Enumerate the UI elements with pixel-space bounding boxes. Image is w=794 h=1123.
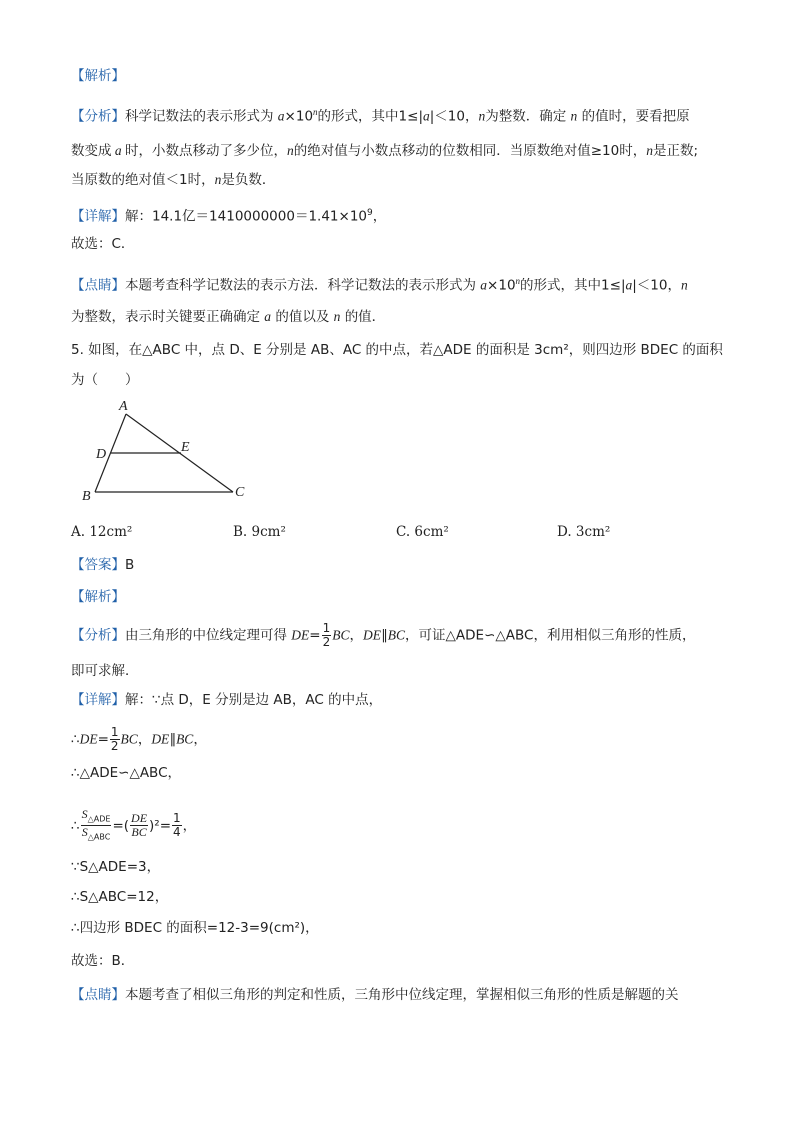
q4-detail: 【详解】解：14.1亿$=1410000000=1.41\times 10^9$，: [71, 208, 387, 225]
q5-detail-line2: ∴DE= $\frac{1}{2}$ BC，DE∥BC，: [71, 725, 207, 753]
q4-remark-line2: 为整数，表示时关键要正确确定 a 的值以及 n 的值．: [71, 309, 386, 325]
q5-detail-line1: 【详解】解：∵点 D，E 分别是边 AB，AC 的中点，: [71, 692, 383, 708]
q4-remark-line1: 【点睛】本题考查科学记数法的表示方法．科学记数法的表示形式为 $a\times 10^n$的形式，其中1≤|a|＜10，n: [71, 276, 688, 294]
q4-analysis-line2: 数变成 a 时，小数点移动了多少位，n的绝对值与小数点移动的位数相同．当原数绝对值≥10时，n是正数;: [71, 143, 699, 159]
q5-stem-line1: 5. 如图，在△ABC 中，点 D、E 分别是 AB、AC 的中点，若△ADE 的面积是 3cm²，则四边形 BDEC 的面积: [71, 342, 723, 358]
section-header-jiexi: 【解析】: [71, 68, 125, 84]
q5-answer: 【答案】B: [71, 557, 135, 573]
q4-choice: 故选：C．: [71, 236, 135, 252]
q5-detail-line5: ∵S△ADE=3，: [71, 859, 161, 875]
q5-stem-line2: 为（ ）: [71, 372, 139, 388]
label-a: A: [119, 399, 128, 414]
option-a[interactable]: A. 12cm²: [71, 524, 133, 540]
q5-remark: 【点睛】本题考查了相似三角形的判定和性质，三角形中位线定理，掌握相似三角形的性质是解题的关: [71, 987, 679, 1003]
triangle-figure: [75, 392, 255, 507]
q5-choice: 故选：B．: [71, 953, 135, 969]
q5-analysis-line2: 即可求解．: [71, 663, 139, 679]
label-e: E: [181, 440, 190, 455]
q5-detail-line6: ∴S△ABC=12，: [71, 889, 169, 905]
label-d: D: [96, 447, 107, 462]
option-c[interactable]: C. 6cm²: [396, 524, 449, 540]
q5-detail-line7: ∴四边形 BDEC 的面积=12-3=9(cm²)，: [71, 920, 319, 936]
q5-section-header-jiexi: 【解析】: [71, 589, 125, 605]
q5-analysis-line1: 【分析】由三角形的中位线定理可得 DE= $\frac{1}{2}$ BC，DE∥BC，可证△ADE∽△ABC，利用相似三角形的性质，: [71, 621, 696, 649]
q5-detail-line3: ∴△ADE∽△ABC，: [71, 765, 182, 781]
option-d[interactable]: D. 3cm²: [557, 524, 611, 540]
label-b: B: [82, 489, 91, 504]
label-c: C: [235, 485, 245, 500]
q4-analysis-line1: 【分析】科学记数法的表示形式为 $a\times 10^n$的形式，其中1≤|a|＜10，n为整数．确定 n 的值时，要看把原: [71, 107, 690, 125]
q5-detail-line4: ∴ $\frac{S_{\triangle ADE}}{S_{\triangle ABC}}$ =( $\frac{DE}{BC}$ )²= $\frac{1}{4}$ ，: [71, 807, 197, 842]
q4-analysis-line3: 当原数的绝对值＜1时，n是负数．: [71, 172, 276, 188]
option-b[interactable]: B. 9cm²: [233, 524, 286, 540]
